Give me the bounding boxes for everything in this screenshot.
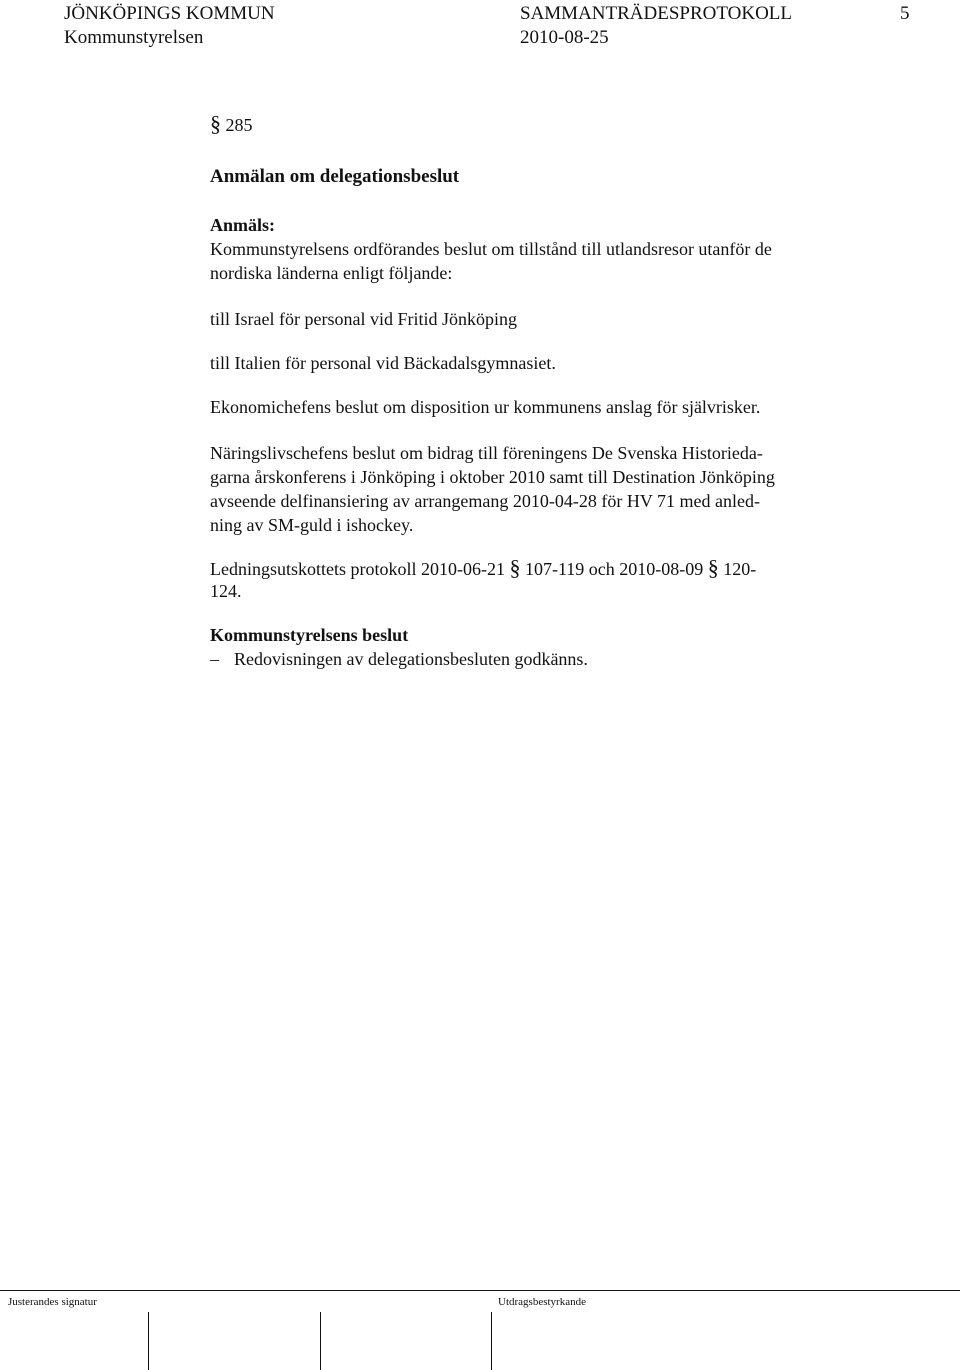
business-line-1: Näringslivschefens beslut om bidrag till föreningens De Svenska Historieda- <box>210 443 763 463</box>
intro-line-1: Kommunstyrelsens ordförandes beslut om tillstånd till utlandsresor utanför de <box>210 239 772 259</box>
protocol-line-2: 124. <box>210 581 242 601</box>
signature-box-divider <box>320 1312 321 1370</box>
signature-box-divider <box>491 1312 492 1370</box>
protocol-line-1 <box>210 556 756 581</box>
item-italy: till Italien för personal vid Bäckadalsgymnasiet. <box>210 353 556 373</box>
protocol-part-2: 107-119 och 2010-08-09 <box>524 559 704 579</box>
decision-heading: Kommunstyrelsens beslut <box>210 625 409 645</box>
business-line-4: ning av SM-guld i ishockey. <box>210 515 414 535</box>
protocol-part-3: 120- <box>723 559 757 579</box>
signature-box-divider <box>148 1312 149 1370</box>
decision-text: Redovisningen av delegationsbesluten godkänns. <box>234 649 588 669</box>
header-doc-type: SAMMANTRÄDESPROTOKOLL <box>520 3 793 24</box>
paragraph-sign-icon: § <box>509 555 521 580</box>
business-line-2: garna årskonferens i Jönköping i oktober 2010 samt till Destination Jönköping <box>210 467 775 487</box>
section-title: Anmälan om delegationsbeslut <box>210 166 460 187</box>
economy-decision: Ekonomichefens beslut om disposition ur kommunens anslag för självrisker. <box>210 397 761 417</box>
decision-dash: – <box>210 649 219 669</box>
anmals-heading: Anmäls: <box>210 215 276 235</box>
section-number <box>210 112 253 137</box>
footer-extract-label: Utdragsbestyrkande <box>498 1296 586 1308</box>
intro-line-2: nordiska länderna enligt följande: <box>210 263 453 283</box>
header-org: JÖNKÖPINGS KOMMUN <box>64 3 275 24</box>
section-number-value: 285 <box>225 115 253 135</box>
footer-signature-label: Justerandes signatur <box>8 1296 97 1308</box>
header-page-number: 5 <box>900 3 910 24</box>
item-israel: till Israel för personal vid Fritid Jönköping <box>210 309 517 329</box>
business-line-3: avseende delfinansiering av arrangemang 2010-04-28 för HV 71 med anled- <box>210 491 760 511</box>
paragraph-sign-icon: § <box>707 555 719 580</box>
header-date: 2010-08-25 <box>520 27 609 48</box>
footer-rule <box>0 1290 960 1291</box>
protocol-part-1: Ledningsutskottets protokoll 2010-06-21 <box>210 559 505 579</box>
header-body: Kommunstyrelsen <box>64 27 204 48</box>
paragraph-sign-icon: § <box>210 111 221 136</box>
